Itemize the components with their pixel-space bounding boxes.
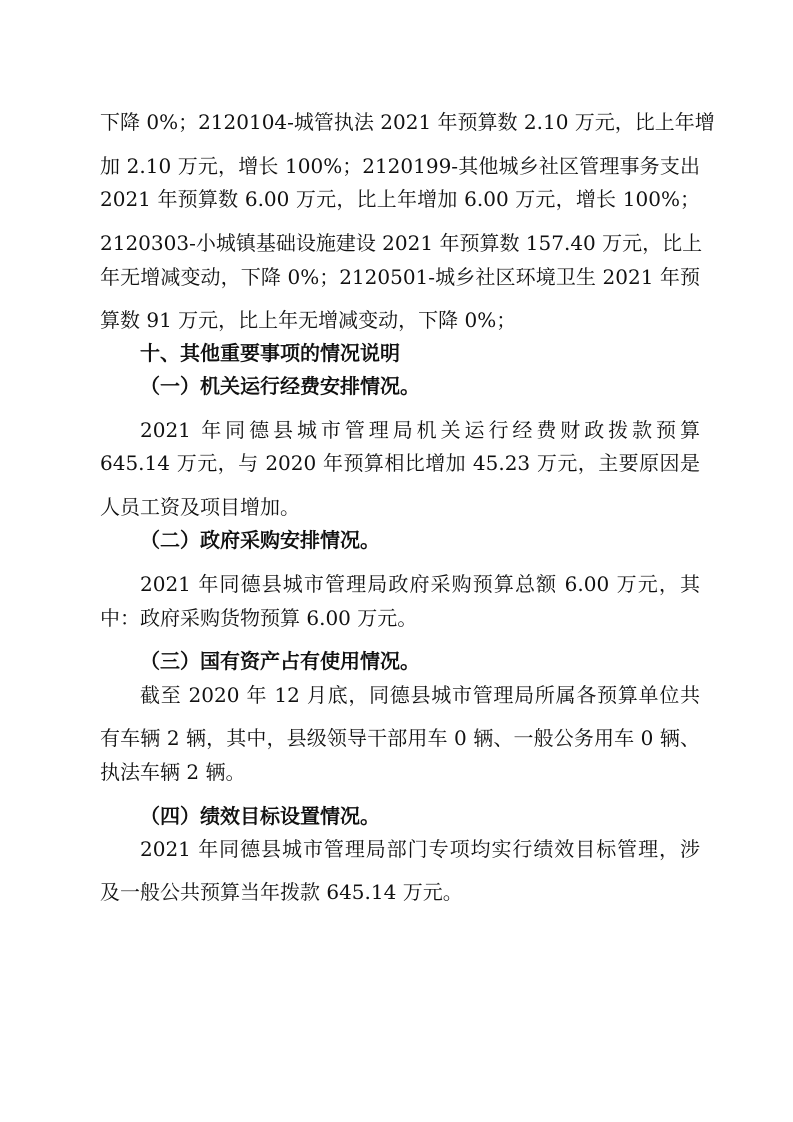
subsection-heading: （一）机关运行经费安排情况。 bbox=[140, 374, 420, 398]
paragraph-line: 及一般公共预算当年拨款 645.14 万元。 bbox=[100, 880, 463, 904]
paragraph-line: 645.14 万元，与 2020 年预算相比增加 45.23 万元，主要原因是 bbox=[100, 451, 700, 475]
subsection-heading: （四）绩效目标设置情况。 bbox=[140, 804, 380, 828]
paragraph-line: 年无增减变动，下降 0%；2120501-城乡社区环境卫生 2021 年预 bbox=[100, 265, 700, 289]
paragraph-line: 有车辆 2 辆，其中，县级领导干部用车 0 辆、一般公务用车 0 辆、 bbox=[100, 726, 700, 750]
paragraph-line: 2021 年同德县城市管理局政府采购预算总额 6.00 万元，其 bbox=[140, 572, 700, 596]
paragraph-line: 中：政府采购货物预算 6.00 万元。 bbox=[100, 606, 418, 630]
paragraph-line: 下降 0%；2120104-城管执法 2021 年预算数 2.10 万元，比上年增 bbox=[100, 110, 715, 134]
paragraph-line: 人员工资及项目增加。 bbox=[100, 495, 300, 519]
paragraph-line: 执法车辆 2 辆。 bbox=[100, 760, 246, 784]
paragraph-line: 2021 年同德县城市管理局部门专项均实行绩效目标管理，涉 bbox=[140, 837, 700, 861]
subsection-heading: （三）国有资产占有使用情况。 bbox=[140, 649, 420, 673]
paragraph-line: 2120303-小城镇基础设施建设 2021 年预算数 157.40 万元，比上 bbox=[100, 231, 703, 255]
paragraph-line: 截至 2020 年 12 月底，同德县城市管理局所属各预算单位共 bbox=[140, 683, 700, 707]
paragraph-line: 2021 年同德县城市管理局机关运行经费财政拨款预算 bbox=[140, 418, 700, 442]
subsection-heading: （二）政府采购安排情况。 bbox=[140, 528, 380, 552]
paragraph-line: 2021 年预算数 6.00 万元，比上年增加 6.00 万元，增长 100%； bbox=[100, 187, 700, 211]
paragraph-line: 加 2.10 万元，增长 100%；2120199-其他城乡社区管理事务支出 bbox=[100, 154, 700, 178]
section-title: 十、其他重要事项的情况说明 bbox=[140, 341, 400, 365]
paragraph-line: 算数 91 万元，比上年无增减变动，下降 0%； bbox=[100, 308, 517, 332]
